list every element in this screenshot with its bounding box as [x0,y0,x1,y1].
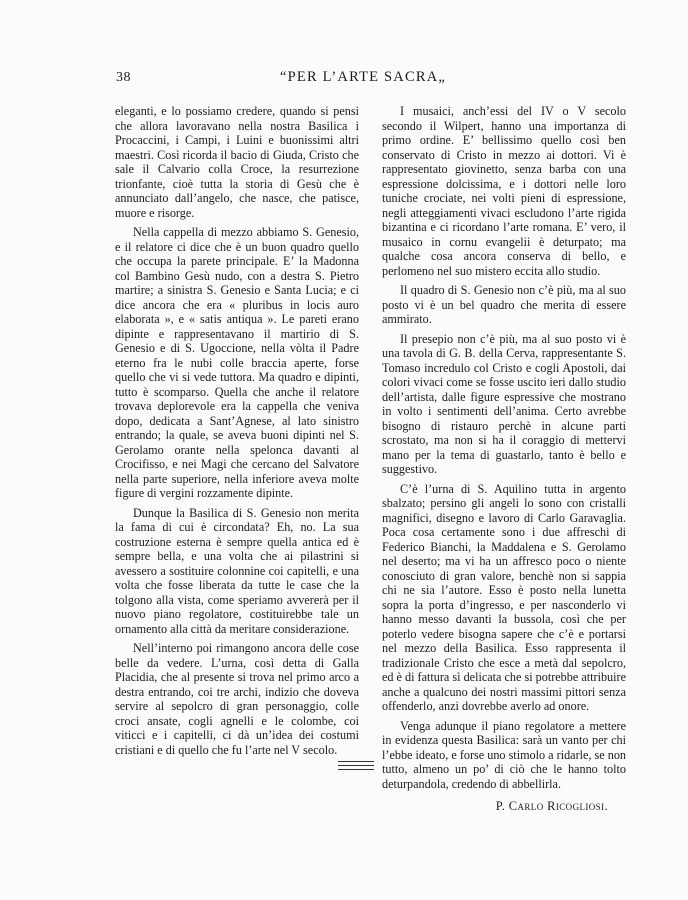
author-signature [382,799,626,814]
author-name: Carlo Ricogliosi. [508,799,608,813]
author-initial: P. [495,799,506,813]
paragraph: Il presepio non c’è più, ma al suo posto vi è una tavola di G. B. della Cerva, rappresentante S. Tomaso incredulo col Cristo e cogli Apostoli, dai colori vivaci come se fosse uscito ieri dallo studio dell’artista, dalle figure espressive che mostrano in volto i sentimenti dell’anima. Certo avrebbe bisogno di ristauro perchè in alcune parti scrostato, ma non si ha il coraggio di mettervi mano per la tema di guastarlo, tanto è bello e suggestivo. [382,331,626,476]
paragraph: Venga adunque il piano regolatore a mettere in evidenza questa Basilica: sarà un vanto per chi l’ebbe ideato, e forse uno stimolo a ridarle, se non tutto, almeno un po’ di ciò che le hanno tolto deturpandola, credendo di abbellirla. [382,718,627,791]
page-number: 38 [116,70,131,85]
paragraph: eleganti, e lo possiamo credere, quando si pensi che allora lavoravano nella nostra Basilica i Procaccini, i Campi, i Luini e buonissimi altri maestri. Così ricorda il bacio di Giuda, Cristo che sale il Calvario colla Croce, la resurrezione trionfante, cioè tutta la storia di Gesù che è annunciato dall’angelo, che nasce, che patisce, muore e risorge. [115,104,359,220]
paragraph: C’è l’urna di S. Aquilino tutta in argento sbalzato; persino gli angeli lo sono con cristalli magnifici, disegno e lavoro di Carlo Garavaglia. Poca cosa certamente sono i due affreschi di Federico Bianchi, la Maddalena e S. Gerolamo nel deserto; ma vi ha un affresco poco o niente conosciuto di gran valore, benchè non si sappia chi ne sia l’autore. Esso è posto nella lunetta sopra la porta d’ingresso, e per nasconderlo vi hanno messo davanti la bussola, così che per poterlo vedere bisogna sapere che c’è e portarsi nel mezzo della Basilica. Esso rappresenta il tradizionale Cristo che esce a metà dal sepolcro, ed è di fattura sì delicata che si potrebbe attribuire anche a qualcuno dei nostri massimi pittori senza offenderlo, anzi dovrebbe averlo ad onore. [382,481,626,713]
paragraph: Il quadro di S. Genesio non c’è più, ma al suo posto vi è un bel quadro che merita di essere ammirato. [382,283,626,326]
right-column [382,104,626,814]
paragraph: Nella cappella di mezzo abbiamo S. Genesio, e il relatore ci dice che è un buon quadro quello che occupa la parete principale. E’ la Madonna col Bambino Gesù nudo, con a destra S. Pietro martire; a sinistra S. Genesio e Santa Lucia; e ci dice ancora che era « pluribus in locis auro elaborata », e « satis antiqua ». Le pareti erano dipinte e rappresentavano il martirio di S. Genesio e di S. Ugoccione, nella vòlta il Padre eterno fra le nubi colle braccia aperte, forse quello che vi si vede tuttora. Ma quadro e dipinti, tutto è scomparso. Quella che anche il relatore trovava deplorevole era la cappella che veniva dopo, dedicata a Sant’Agnese, al lato sinistro entrando; la quale, se aveva buoni dipinti nel S. Gerolamo orante nella spelonca davanti al Crocifisso, e nei Magi che cercano del Salvatore nella parte superiore, nella inferiore aveva molte figure di vergini rozzamente dipinte. [115,225,359,500]
paragraph: Dunque la Basilica di S. Genesio non merita la fama di cui è circondata? Eh, no. La sua costruzione esterna è sempre quella antica ed è sempre bella, e una volta che ai pilastrini si avessero a sostituire colonnine coi capitelli, e una volta che fosse liberata da tutte le case che la tolgono alla vista, come speriamo avvererà per il nuovo piano regolatore, costituirebbe tale un ornamento alla città da meritare considerazione. [115,505,359,636]
paragraph: Nell’interno poi rimangono ancora delle cose belle da vedere. L’urna, così detta di Galla Placidia, che al presente si trova nel primo arco a destra entrando, coi tre archi, indizio che doveva servire al sepolcro di gran personaggio, colle croci ansate, cogli agnelli e le colombe, coi viticci e i capitelli, ci dà un’idea dei costumi cristiani e di quello che fu l’arte nel V secolo. [115,641,359,757]
left-column [115,104,359,762]
paragraph: I musaici, anch’essi del IV o V secolo secondo il Wilpert, hanno una importanza di primo ordine. E’ bellissimo quello così ben conservato di Cristo in mezzo ai dottori. Vi è rappresentato giovinetto, senza barba con una espressione dolcissima, e i dottori nelle loro tuniche crociate, nei volti pieni di espressione, negli atteggiamenti vivaci escludono l’arte rigida bizantina e ci ricordano l’arte romana. E’ vero, il musaico in cornu evangelii è deturpato; ma qualche cosa ancora conserva di bello, e perlomeno nel suo mistero eccita allo studio. [382,104,626,278]
running-title: “PER L’ARTE SACRA„ [280,69,447,85]
end-ornament-rule [338,761,374,773]
